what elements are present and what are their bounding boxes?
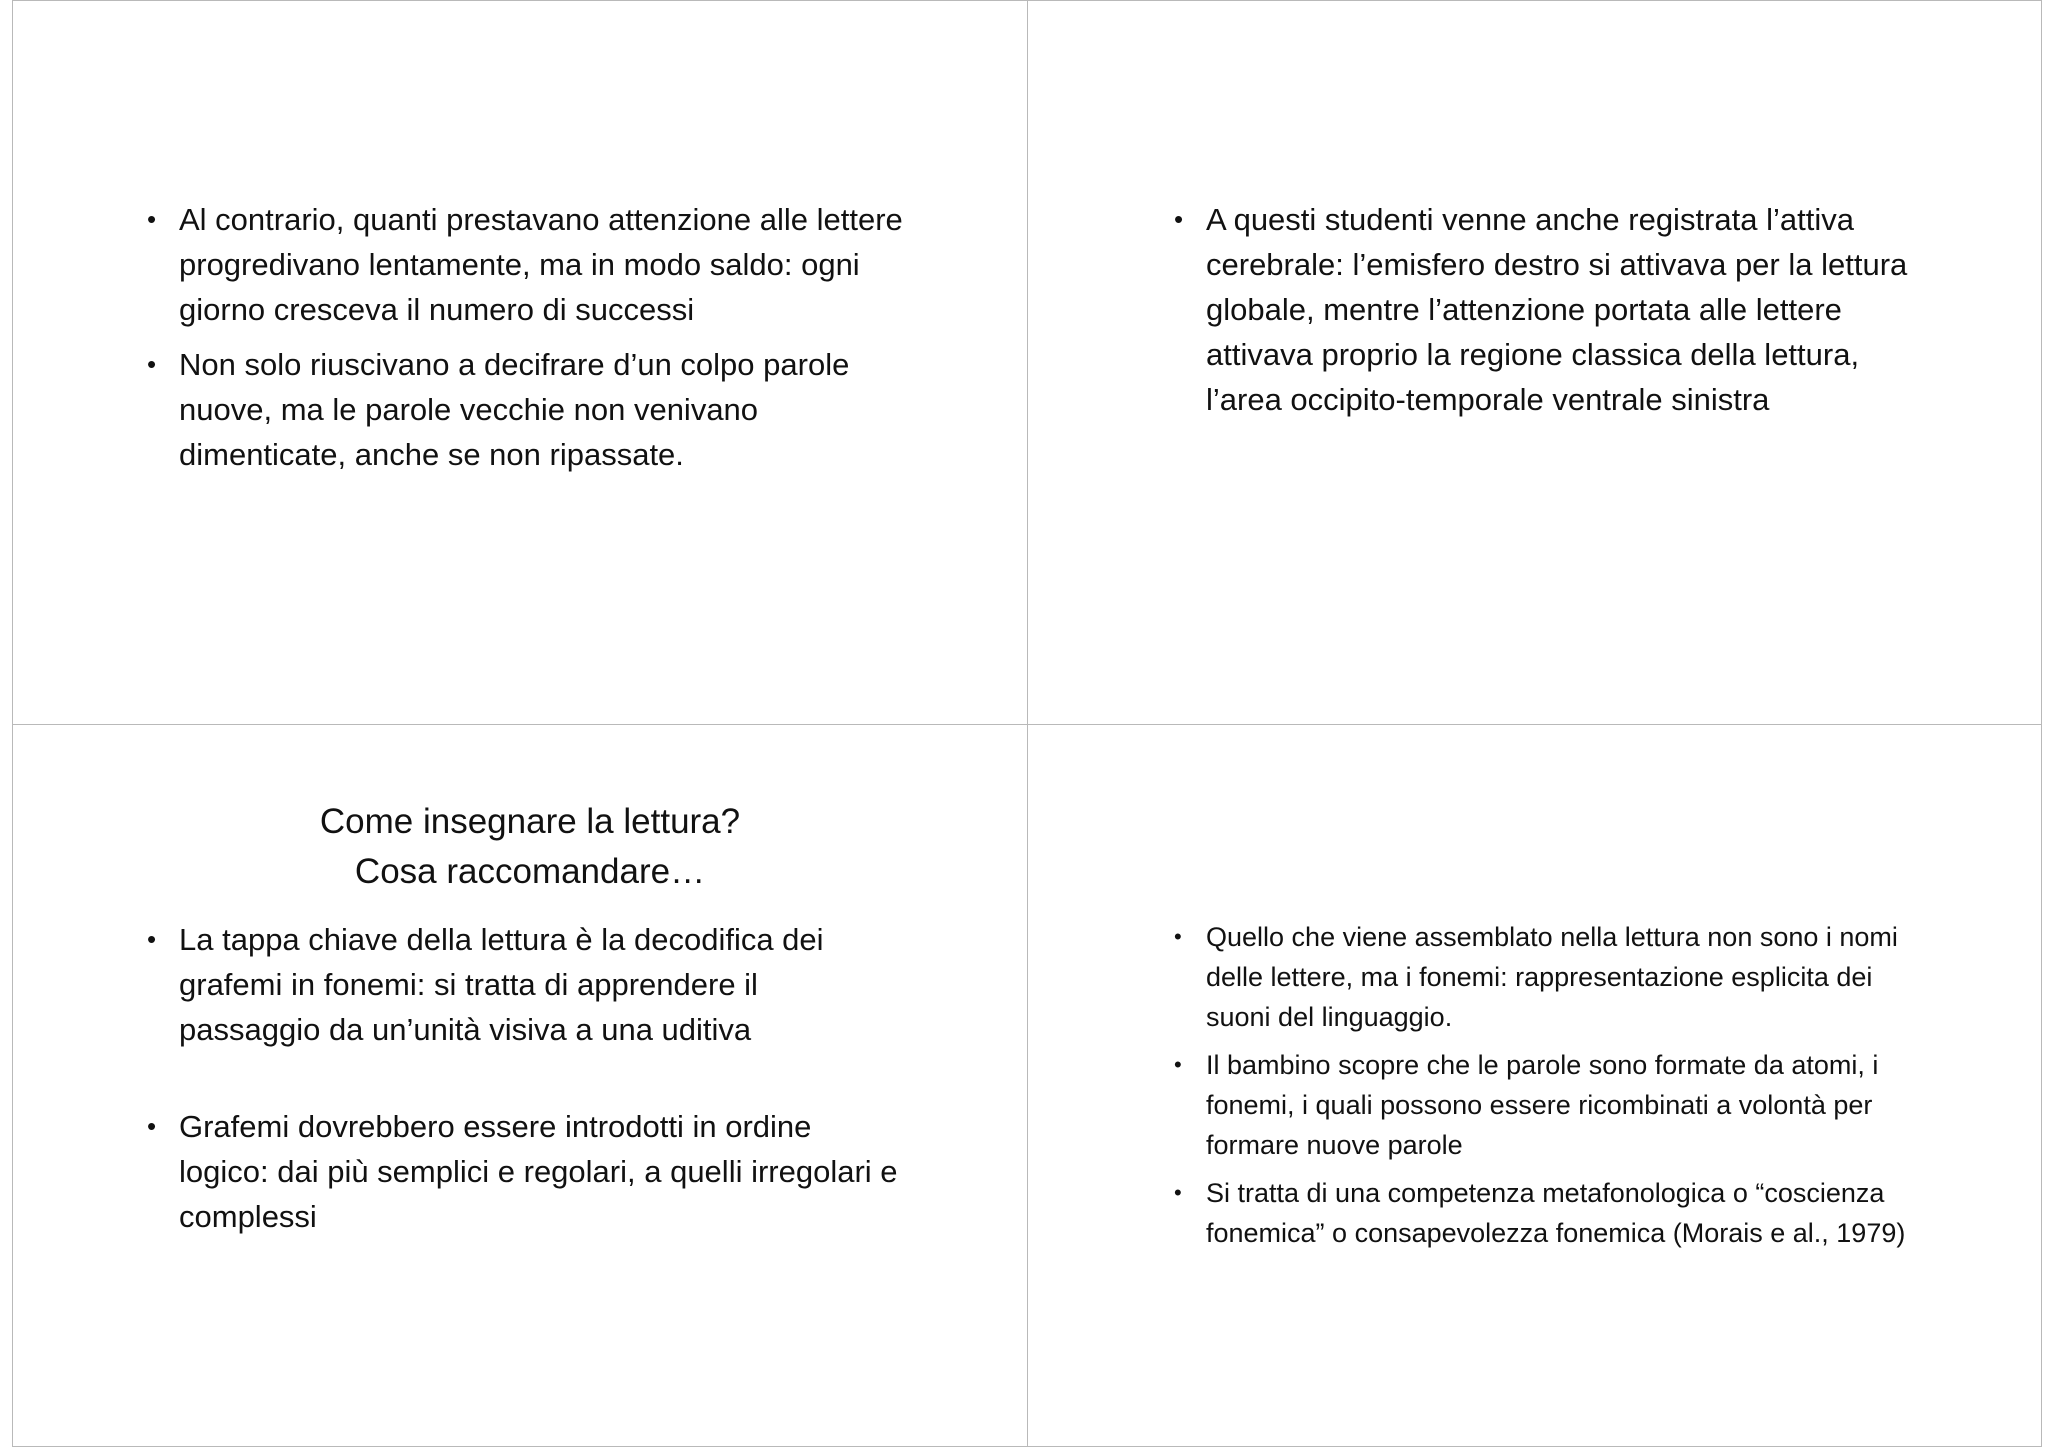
bullet-icon: •: [147, 204, 157, 234]
bullet-text: Al contrario, quanti prestavano attenzione alle lettere progredivano lentamente, ma in modo saldo: ogni giorno cresceva il numero di successi: [179, 202, 903, 327]
bullet-text: Quello che viene assemblato nella lettura non sono i nomi delle lettere, ma i fonemi: rappresentazione esplicita dei suoni del linguaggio.: [1206, 922, 1898, 1032]
slide-3-title-line-1: Come insegnare la lettura?: [319, 802, 741, 841]
slide-4-bullet-list: [1172, 917, 1942, 1261]
bullet-text: Non solo riuscivano a decifrare d’un colpo parole nuove, ma le parole vecchie non venivano dimenticate, anche se non ripassate.: [179, 347, 850, 472]
slide-3-bullet-list: [145, 917, 905, 1249]
bullet-text: La tappa chiave della lettura è la decodifica dei grafemi in fonemi: si tratta di apprendere il passaggio da un’unità visiva a una uditiva: [179, 922, 824, 1047]
bullet-icon: •: [147, 924, 157, 954]
bullet-text: Grafemi dovrebbero essere introdotti in ordine logico: dai più semplici e regolari, a quelli irregolari e complessi: [179, 1109, 898, 1234]
bullet-item: [1172, 197, 1942, 422]
bullet-icon: •: [1174, 204, 1184, 234]
bullet-icon: •: [1174, 1180, 1182, 1205]
bullet-icon: •: [1174, 924, 1182, 949]
bullet-item: [145, 342, 925, 477]
bullet-item: [145, 917, 905, 1052]
slide-3-title-line-2: Cosa raccomandare…: [354, 852, 706, 891]
slide-3-title: [22, 797, 1038, 897]
bullet-item: [1172, 1045, 1942, 1165]
handout-sheet: [12, 0, 2042, 1447]
bullet-icon: •: [147, 349, 157, 379]
bullet-item: [145, 1104, 905, 1239]
bullet-item: [145, 197, 925, 332]
bullet-text: Si tratta di una competenza metafonologica o “coscienza fonemica” o consapevolezza fonemica (Morais e al., 1979): [1206, 1178, 1906, 1248]
bullet-text: A questi studenti venne anche registrata l’attiva cerebrale: l’emisfero destro si attivava per la lettura globale, mentre l’attenzione portata alle lettere attivava proprio la regione classica della lettura, l’area occipito-temporale ventrale sinistra: [1206, 202, 1908, 417]
bullet-text: Il bambino scopre che le parole sono formate da atomi, i fonemi, i quali possono essere ricombinati a volontà per formare nuove parole: [1206, 1050, 1879, 1160]
bullet-icon: •: [1174, 1052, 1182, 1077]
slide-1-bullet-list: [145, 197, 925, 487]
slide-2-bullet-list: [1172, 197, 1942, 432]
bullet-item: [1172, 917, 1942, 1037]
bullet-icon: •: [147, 1111, 157, 1141]
bullet-item: [1172, 1173, 1942, 1253]
